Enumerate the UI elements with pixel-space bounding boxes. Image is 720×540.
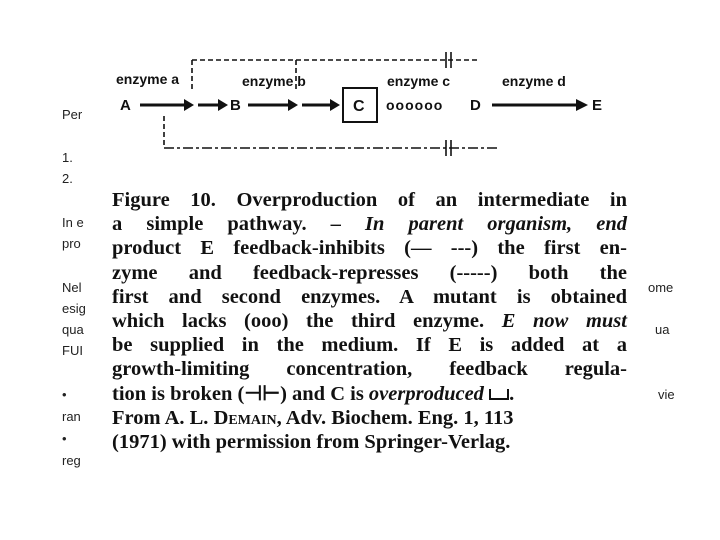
slide-para2-line3: qua: [62, 322, 84, 337]
node-c: C: [353, 98, 365, 115]
slide-para2-line4: FUI: [62, 343, 83, 358]
slide-bullet-2: •: [62, 431, 67, 446]
arrow-head-5: [576, 99, 588, 111]
caption-line-7: be supplied in the medium. If E is added at a: [112, 334, 627, 357]
pathway-diagram: [100, 48, 630, 178]
node-b: B: [230, 97, 241, 114]
slide-list-item-2: 2.: [62, 171, 73, 186]
arrow-head-4: [330, 99, 340, 111]
slide-para1-line2: pro: [62, 236, 81, 251]
caption-line-3: product E feedback-inhibits (— ---) the first en-: [112, 237, 627, 260]
caption-line-8: growth-limiting concentration, feedback regula-: [112, 358, 627, 381]
slide-line-per: Per: [62, 107, 83, 122]
slide-bullet-1: •: [62, 387, 67, 402]
caption-line-5: first and second enzymes. A mutant is obtained: [112, 285, 627, 308]
node-a: A: [120, 97, 131, 114]
caption-line-6: which lacks (ooo) the third enzyme. E now must: [112, 310, 627, 333]
slide-para1-line1: In e: [62, 215, 84, 230]
arrow-head-2: [218, 99, 228, 111]
enzyme-d-label: enzyme d: [502, 73, 566, 89]
caption-line-4: zyme and feedback-represses (-----) both the: [112, 261, 627, 284]
overproduced-box-icon: [489, 389, 509, 400]
arrow-head-1: [184, 99, 194, 111]
slide-para2-line1: Nel: [62, 280, 82, 295]
caption-line-2: a simple pathway. – In parent organism, end: [112, 213, 627, 236]
caption-line-10: From A. L. Demain, Adv. Biochem. Eng. 1, 113: [112, 406, 514, 429]
figure-scan: [100, 48, 630, 488]
node-e: E: [592, 97, 603, 114]
caption-figure-label: Figure 10.: [112, 189, 216, 211]
figure-caption: [112, 188, 627, 454]
node-d: D: [470, 97, 481, 114]
slide-para2-line3-right: ua: [655, 322, 670, 337]
enzyme-a-label: enzyme a: [116, 71, 180, 87]
slide-para2-line1-right: ome: [648, 280, 674, 295]
slide-bullet-2-cont: reg: [62, 453, 81, 468]
caption-line-11: (1971) with permission from Springer-Verlag.: [112, 431, 511, 454]
slide-bullet-1-right: vie: [658, 387, 675, 402]
enzyme-b-label: enzyme b: [242, 73, 306, 89]
enzyme-c-label: enzyme c: [387, 73, 451, 89]
slide-list-item-1: 1.: [62, 150, 73, 165]
arrow-head-3: [288, 99, 298, 111]
missing-enzyme-marks: oooooo: [386, 97, 444, 113]
caption-line-1: Figure 10. Overproduction of an intermediate in: [112, 189, 628, 211]
slide-para2-line2: esig: [62, 301, 86, 316]
slide-bullet-1-cont: ran: [62, 409, 81, 424]
broken-symbol: ⊣⊢: [244, 382, 281, 405]
caption-line-9: tion is broken (⊣⊢) and C is overproduced .: [112, 382, 515, 405]
